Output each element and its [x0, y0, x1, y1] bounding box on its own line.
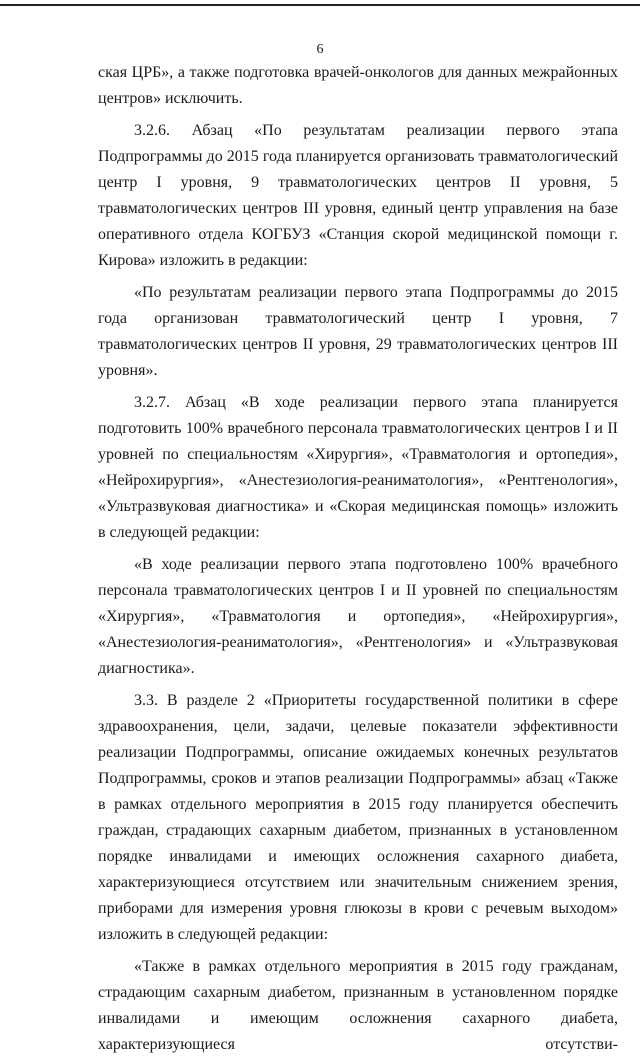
paragraph-3-3: 3.3. В разделе 2 «Приоритеты государственной политики в сфере здравоохранения, цели, задачи, целевые показатели эффективности реализации Подпрограммы, описание ожидаемых конечных результатов Подпрограммы, сроков и этапов реализации Подпрограммы» абзац «Также в рамках отдельного мероприятия в 2015 году планируется обеспечить граждан, страдающих сахарным диабетом, признанных в установленном порядке инвалидами и имеющих осложнения сахарного диабета, характеризующиеся отсутствием или значительным снижением зрения, приборами для измерения уровня глюкозы в крови с речевым выходом» изложить в следующей редакции: — [98, 692, 618, 943]
top-edge-rule — [0, 4, 640, 6]
paragraph-3-3-new-wording: «Также в рамках отдельного мероприятия в 2015 году гражданам, страдающим сахарным диабетом, признанным в установленном порядке инвалидами и имеющим осложнения сахарного диабета, характеризующиеся отсутстви- — [98, 958, 618, 1053]
paragraph-3-2-7-new-wording: «В ходе реализации первого этапа подготовлено 100% врачебного персонала травматологических центров I и II уровней по специальностям «Хирургия», «Травматология и ортопедия», «Нейрохирургия», «Анестезиология-реаниматология», «Рентгенология» и «Ультразвуковая диагностика». — [98, 556, 618, 677]
document-body — [98, 60, 618, 1058]
page-number: 6 — [316, 42, 324, 57]
paragraph-3-2-6-new-wording: «По результатам реализации первого этапа Подпрограммы до 2015 года организован травматологический центр I уровня, 7 травматологических центров II уровня, 29 травматологических центров III уровня». — [98, 284, 618, 379]
paragraph-3-2-7: 3.2.7. Абзац «В ходе реализации первого этапа планируется подготовить 100% врачебного персонала травматологических центров I и II уровней по специальностям «Хирургия», «Травматология и ортопедия», «Нейрохирургия», «Анестезиология-реаниматология», «Рентгенология», «Ультразвуковая диагностика» и «Скорая медицинская помощь» изложить в следующей редакции: — [98, 394, 618, 541]
paragraph-3-2-6: 3.2.6. Абзац «По результатам реализации первого этапа Подпрограммы до 2015 года планируется организовать травматологический центр I уровня, 9 травматологических центров II уровня, 5 травматологических центров III уровня, единый центр управления на базе оперативного отдела КОГБУЗ «Станция скорой медицинской помощи г. Кирова» изложить в редакции: — [98, 122, 618, 269]
paragraph-continuation: ская ЦРБ», а также подготовка врачей-онкологов для данных межрайонных центров» исключить. — [98, 64, 618, 107]
